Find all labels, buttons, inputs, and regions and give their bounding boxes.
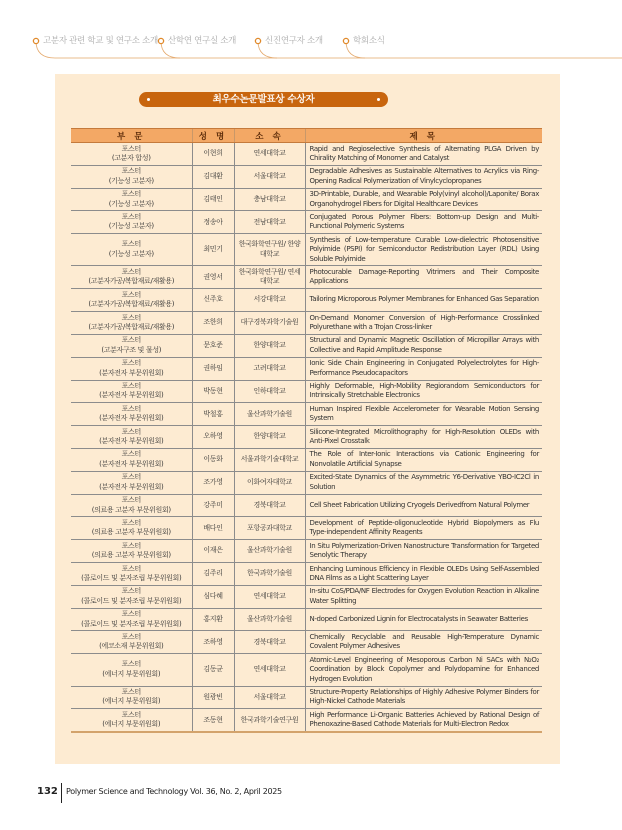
affiliation-cell: 대구경북과학기술원: [234, 312, 305, 335]
table-row: [71, 517, 542, 540]
table-row: [71, 357, 542, 380]
division-cell: [71, 517, 192, 540]
division-label: (에너지 부문위원회): [102, 669, 161, 678]
division-cell: [71, 585, 192, 608]
bullet-dot-icon: [147, 98, 150, 101]
division-cell: [71, 234, 192, 266]
division-cell: [71, 540, 192, 563]
division-label: (콜로이드 및 분자조립 부문위원회): [81, 619, 182, 628]
name-cell: 김태인: [192, 188, 234, 211]
name-cell: 홍지환: [192, 608, 234, 631]
table-row: [71, 211, 542, 234]
name-cell: 이동화: [192, 448, 234, 471]
paper-title-cell: Conjugated Porous Polymer Fibers: Bottom-up Design and Multi-Functional Polymeric Systems: [305, 211, 542, 234]
name-cell: 조한희: [192, 312, 234, 335]
table-row: [71, 426, 542, 449]
header-affiliation: 소 속: [234, 129, 305, 143]
paper-title-cell: Cell Sheet Fabrication Utilizing Cryogels Derivedfrom Natural Polymer: [305, 494, 542, 517]
table-row: [71, 188, 542, 211]
table-row: [71, 266, 542, 289]
division-label: (기능성 고분자): [108, 249, 154, 258]
category-label: 포스터: [121, 240, 141, 249]
paper-title-cell: Photocurable Damage-Reporting Vitrimers and Their Composite Applications: [305, 266, 542, 289]
table-row: [71, 143, 542, 166]
category-label: 포스터: [121, 359, 141, 368]
paper-title-cell: Human Inspired Flexible Accelerometer for Wearable Motion Sensing System: [305, 403, 542, 426]
affiliation-cell: 고려대학교: [234, 357, 305, 380]
paper-title-cell: Structural and Dynamic Magnetic Oscillation of Micropillar Arrays with Collective and Rapid Amplitude Response: [305, 334, 542, 357]
name-cell: 심다혜: [192, 585, 234, 608]
footer-divider: [61, 783, 62, 803]
section-title: 최우수논문발표상 수상자: [212, 94, 315, 105]
division-cell: [71, 403, 192, 426]
division-label: (고분자가공/복합재료/재활용): [88, 277, 175, 286]
division-label: (의료용 고분자 부문위원회): [91, 505, 171, 514]
paper-title-cell: Structure-Property Relationships of Highly Adhesive Polymer Binders for High-Nickel Cathode Materials: [305, 686, 542, 709]
table-row: [71, 631, 542, 654]
nav-item-labs[interactable]: 산학연 연구실 소개: [168, 36, 237, 46]
nav-bullet-icon: [343, 38, 348, 43]
division-label: (분자전자 부문위원회): [99, 437, 164, 446]
table-row: [71, 234, 542, 266]
nav-bullet-icon: [33, 38, 38, 43]
division-label: (기능성 고분자): [108, 176, 154, 185]
paper-title-cell: Synthesis of Low-temperature Curable Low-dielectric Photosensitive Polyimide (PSPI) for Semiconductor Redistribution Layer (RDL) Using Soluble Polyimide: [305, 234, 542, 266]
division-cell: [71, 143, 192, 166]
name-cell: 최민기: [192, 234, 234, 266]
paper-title-cell: N-doped Carbonized Lignin for Electrocatalysts in Seawater Batteries: [305, 608, 542, 631]
nav-item-schools[interactable]: 고분자 관련 학교 및 연구소 소개: [43, 36, 158, 46]
division-label: (분자전자 부문위원회): [99, 459, 164, 468]
name-cell: 권영서: [192, 266, 234, 289]
header-name: 성 명: [192, 129, 234, 143]
name-cell: 조가영: [192, 471, 234, 494]
name-cell: 조하영: [192, 631, 234, 654]
division-cell: [71, 188, 192, 211]
division-cell: [71, 380, 192, 403]
name-cell: 문호준: [192, 334, 234, 357]
division-label: (분자전자 부문위원회): [99, 414, 164, 423]
paper-title-cell: Enhancing Luminous Efficiency in Flexible OLEDs Using Self-Assembled DNA Films as a Light Scattering Layer: [305, 563, 542, 586]
table-row: [71, 312, 542, 335]
nav-bullet-icon: [158, 38, 163, 43]
division-cell: [71, 266, 192, 289]
affiliation-cell: 한국과학기술연구원: [234, 709, 305, 732]
division-label: (고분자구조 및 물성): [101, 345, 162, 354]
nav-item-researchers[interactable]: 신진연구자 소개: [265, 36, 323, 46]
division-label: (분자전자 부문위원회): [99, 482, 164, 491]
name-cell: 김주리: [192, 563, 234, 586]
division-cell: [71, 631, 192, 654]
category-label: 포스터: [121, 710, 141, 719]
paper-title-cell: In-situ CoS/PDA/NF Electrodes for Oxygen Evolution Reaction in Alkaline Water Splitting: [305, 585, 542, 608]
name-cell: 강주미: [192, 494, 234, 517]
category-label: 포스터: [121, 632, 141, 641]
category-label: 포스터: [121, 450, 141, 459]
division-cell: [71, 654, 192, 686]
category-label: 포스터: [121, 587, 141, 596]
category-label: 포스터: [121, 336, 141, 345]
division-cell: [71, 334, 192, 357]
category-label: 포스터: [121, 610, 141, 619]
section-navigation: [0, 0, 622, 70]
category-label: 포스터: [121, 267, 141, 276]
affiliation-cell: 전남대학교: [234, 211, 305, 234]
division-label: (분자전자 부문위원회): [99, 368, 164, 377]
page-number: 132: [37, 786, 58, 797]
division-label: (의료용 고분자 부문위원회): [91, 551, 171, 560]
division-label: (고분자가공/복합재료/재활용): [88, 323, 175, 331]
nav-item-news[interactable]: 학회소식: [353, 36, 385, 46]
paper-title-cell: Highly Deformable, High-Mobility Regiorandom Semiconductors for Intrinsically Stretchable Electronics: [305, 380, 542, 403]
affiliation-cell: 경북대학교: [234, 494, 305, 517]
table-row: [71, 403, 542, 426]
table-row: [71, 686, 542, 709]
paper-title-cell: Development of Peptide-oligonucleotide Hybrid Biopolymers as Flu Type-independent Affinity Reagents: [305, 517, 542, 540]
table-row: [71, 540, 542, 563]
table-row: [71, 608, 542, 631]
paper-title-cell: Excited-State Dynamics of the Asymmetric Y6-Derivative YBO-IC2Cl in Solution: [305, 471, 542, 494]
name-cell: 박동현: [192, 380, 234, 403]
table-row: [71, 289, 542, 312]
category-label: 포스터: [121, 688, 141, 696]
table-row: [71, 471, 542, 494]
table-body: [71, 143, 542, 733]
division-cell: [71, 357, 192, 380]
affiliation-cell: 서울과학기술대학교: [234, 448, 305, 471]
paper-title-cell: Chemically Recyclable and Reusable High-Temperature Dynamic Covalent Polymer Adhesives: [305, 631, 542, 654]
table-row: [71, 654, 542, 686]
paper-title-cell: The Role of Inter-Ionic Interactions via Cationic Engineering for Nonvolatile Artificial Synapse: [305, 448, 542, 471]
affiliation-cell: 경북대학교: [234, 631, 305, 654]
table-row: [71, 563, 542, 586]
division-cell: [71, 471, 192, 494]
table-header-row: [71, 129, 542, 143]
affiliation-cell: 서울대학교: [234, 165, 305, 188]
category-label: 포스터: [121, 313, 141, 322]
affiliation-cell: 연세대학교: [234, 585, 305, 608]
award-table: [71, 128, 542, 733]
division-cell: [71, 709, 192, 732]
affiliation-cell: 한국화학연구원/ 한양대학교: [234, 234, 305, 266]
table-row: [71, 709, 542, 732]
division-cell: [71, 211, 192, 234]
division-label: (고분자가공/복합재료/재활용): [88, 300, 175, 309]
journal-citation: Polymer Science and Technology Vol. 36, No. 2, April 2025: [66, 787, 282, 796]
division-label: (고분자 합성): [111, 153, 151, 162]
section-title-bar: [139, 92, 388, 107]
paper-title-cell: Degradable Adhesives as Sustainable Alternatives to Acrylics via Ring-Opening Radical Polymerization of Vinylcyclopropanes: [305, 165, 542, 188]
affiliation-cell: 서울대학교: [234, 686, 305, 709]
affiliation-cell: 울산과학기술원: [234, 403, 305, 426]
paper-title-cell: In Situ Polymerization-Driven Nanostructure Transformation for Targeted Senolytic Therapy: [305, 540, 542, 563]
paper-title-cell: High Performance Li-Organic Batteries Achieved by Rational Design of Phenoxazine-Based Cathode Materials for Multi-Electron Redox: [305, 709, 542, 732]
category-label: 포스터: [121, 212, 141, 221]
division-cell: [71, 494, 192, 517]
table-row: [71, 448, 542, 471]
paper-title-cell: Tailoring Microporous Polymer Membranes for Enhanced Gas Separation: [305, 289, 542, 312]
paper-title-cell: Rapid and Regioselective Synthesis of Alternating PLGA Driven by Chirality Matching of Monomer and Catalyst: [305, 143, 542, 166]
header-title: 제 목: [305, 129, 542, 143]
table-row: [71, 585, 542, 608]
affiliation-cell: 울산과학기술원: [234, 608, 305, 631]
division-label: (의료용 고분자 부문위원회): [91, 528, 171, 537]
division-label: (콜로이드 및 분자조립 부문위원회): [81, 573, 182, 582]
category-label: 포스터: [121, 541, 141, 550]
category-label: 포스터: [121, 473, 141, 482]
nav-bullet-icon: [255, 38, 260, 43]
division-cell: [71, 686, 192, 709]
category-label: 포스터: [121, 144, 141, 153]
division-label: (기능성 고분자): [108, 199, 154, 208]
affiliation-cell: 이화여자대학교: [234, 471, 305, 494]
category-label: 포스터: [121, 564, 141, 573]
affiliation-cell: 한양대학교: [234, 426, 305, 449]
division-cell: [71, 448, 192, 471]
category-label: 포스터: [121, 518, 141, 527]
category-label: 포스터: [121, 660, 141, 669]
division-cell: [71, 289, 192, 312]
division-label: (에코소재 부문위원회): [99, 642, 164, 651]
bullet-dot-icon: [377, 98, 380, 101]
paper-title-cell: Atomic-Level Engineering of Mesoporous Carbon Ni SACs with N₂O₂ Coordination by Block Copolymer and Polydopamine for Enhanced Hydrogen Evolution: [305, 654, 542, 686]
paper-title-cell: On-Demand Monomer Conversion of High-Performance Crosslinked Polyurethane with a Trojan Cross-linker: [305, 312, 542, 335]
division-cell: [71, 312, 192, 335]
paper-title-cell: 3D-Printable, Durable, and Wearable Poly(vinyl alcohol)/Laponite/ Borax Organohydrogel Fibers for Digital Healthcare Devices: [305, 188, 542, 211]
division-label: (에너지 부문위원회): [102, 697, 161, 706]
division-cell: [71, 165, 192, 188]
name-cell: 정송아: [192, 211, 234, 234]
name-cell: 권하임: [192, 357, 234, 380]
affiliation-cell: 충남대학교: [234, 188, 305, 211]
division-cell: [71, 563, 192, 586]
affiliation-cell: 한국화학연구원/ 연세대학교: [234, 266, 305, 289]
name-cell: 김대환: [192, 165, 234, 188]
name-cell: 조동현: [192, 709, 234, 732]
header-division: 부 문: [71, 129, 192, 143]
table-row: [71, 380, 542, 403]
name-cell: 이현희: [192, 143, 234, 166]
table-row: [71, 165, 542, 188]
affiliation-cell: 울산과학기술원: [234, 540, 305, 563]
division-cell: [71, 426, 192, 449]
affiliation-cell: 포항공과대학교: [234, 517, 305, 540]
affiliation-cell: 인하대학교: [234, 380, 305, 403]
affiliation-cell: 서강대학교: [234, 289, 305, 312]
division-label: (콜로이드 및 분자조립 부문위원회): [81, 596, 182, 605]
category-label: 포스터: [121, 190, 141, 199]
category-label: 포스터: [121, 382, 141, 391]
category-label: 포스터: [121, 290, 141, 299]
name-cell: 이재은: [192, 540, 234, 563]
affiliation-cell: 한국과학기술원: [234, 563, 305, 586]
affiliation-cell: 연세대학교: [234, 654, 305, 686]
name-cell: 오하영: [192, 426, 234, 449]
affiliation-cell: 한양대학교: [234, 334, 305, 357]
division-label: (기능성 고분자): [108, 222, 154, 231]
table-row: [71, 494, 542, 517]
category-label: 포스터: [121, 427, 141, 436]
name-cell: 신주호: [192, 289, 234, 312]
division-label: (분자전자 부문위원회): [99, 391, 164, 400]
name-cell: 박철홍: [192, 403, 234, 426]
name-cell: 배다인: [192, 517, 234, 540]
paper-title-cell: Silicone-Integrated Microlithography for High-Resolution OLEDs with Anti-Pixel Crosstalk: [305, 426, 542, 449]
affiliation-cell: 연세대학교: [234, 143, 305, 166]
name-cell: 원광빈: [192, 686, 234, 709]
table-row: [71, 334, 542, 357]
name-cell: 김동균: [192, 654, 234, 686]
division-label: (에너지 부문위원회): [102, 720, 161, 729]
paper-title-cell: Ionic Side Chain Engineering in Conjugated Polyelectrolytes for High-Performance Pseudocapacitors: [305, 357, 542, 380]
division-cell: [71, 608, 192, 631]
category-label: 포스터: [121, 496, 141, 505]
category-label: 포스터: [121, 167, 141, 176]
category-label: 포스터: [121, 404, 141, 413]
